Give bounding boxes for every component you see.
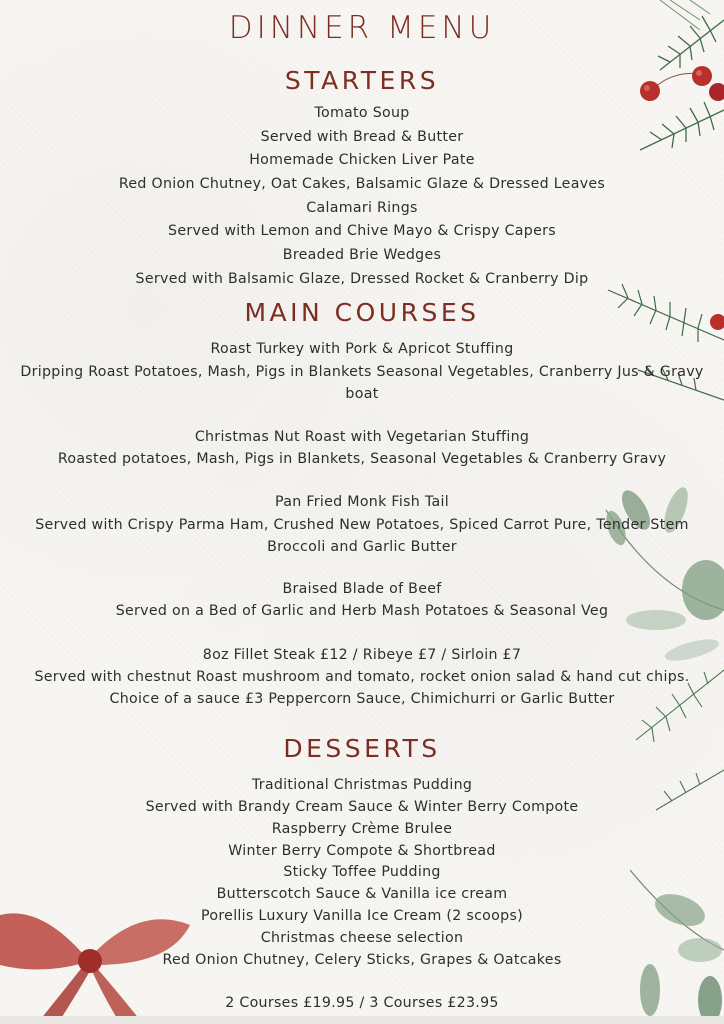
menu-item-description: Choice of a sauce £3 Peppercorn Sauce, Chimichurri or Garlic Butter [109,691,615,707]
menu-item: Braised Blade of Beef [282,581,442,597]
menu-item-description: Served with Balsamic Glaze, Dressed Rocket & Cranberry Dip [135,271,589,287]
menu-item-description: Roasted potatoes, Mash, Pigs in Blankets, Seasonal Vegetables & Cranberry Gravy [57,451,667,467]
menu-item: Christmas Nut Roast with Vegetarian Stuffing [194,429,530,445]
starters-heading: STARTERS [284,66,440,95]
menu-item-description: Served with Bread & Butter [260,129,464,145]
menu-item: Christmas cheese selection [260,930,464,946]
menu-item-description: Served with Crispy Parma Ham, Crushed New Potatoes, Spiced Carrot Pure, Tender Stem Broccoli and Garlic Butter [35,517,689,555]
menu-item-description: Served with Lemon and Chive Mayo & Crispy Capers [168,223,556,239]
menu-item: Pan Fried Monk Fish Tail [275,494,449,510]
menu-item-description: Red Onion Chutney, Celery Sticks, Grapes & Oatcakes [162,952,562,968]
menu-item-description: Winter Berry Compote & Shortbread [228,843,496,859]
menu-item-description: Butterscotch Sauce & Vanilla ice cream [216,886,508,902]
price-line: 2 Courses £19.95 / 3 Courses £23.95 [225,995,499,1011]
menu-item: Homemade Chicken Liver Pate [249,152,475,168]
menu-item-description: Red Onion Chutney, Oat Cakes, Balsamic Glaze & Dressed Leaves [118,176,606,192]
page-bottom-edge [0,1016,724,1024]
menu-item: Traditional Christmas Pudding [251,777,473,793]
desserts-heading: DESSERTS [283,734,441,763]
menu-item: Breaded Brie Wedges [282,247,442,263]
menu-item: Roast Turkey with Pork & Apricot Stuffing [210,341,514,357]
menu-item: Calamari Rings [306,200,418,216]
main-courses-heading: MAIN COURSES [244,298,480,327]
menu-title: DINNER MENU [228,10,496,46]
menu-item: Porellis Luxury Vanilla Ice Cream (2 scoops) [201,908,523,924]
menu-item-description: Served on a Bed of Garlic and Herb Mash Potatoes & Seasonal Veg [115,603,609,619]
menu-item-description: Dripping Roast Potatoes, Mash, Pigs in Blankets Seasonal Vegetables, Cranberry Jus & Gravy boat [20,364,704,402]
menu-item-description: Served with chestnut Roast mushroom and tomato, rocket onion salad & hand cut chips. [34,669,690,685]
menu-item: Raspberry Crème Brulee [271,821,453,837]
menu-item: Tomato Soup [314,105,410,121]
menu-item-description: Served with Brandy Cream Sauce & Winter Berry Compote [145,799,579,815]
menu-item: Sticky Toffee Pudding [283,864,441,880]
menu-item: 8oz Fillet Steak £12 / Ribeye £7 / Sirloin £7 [202,647,522,663]
